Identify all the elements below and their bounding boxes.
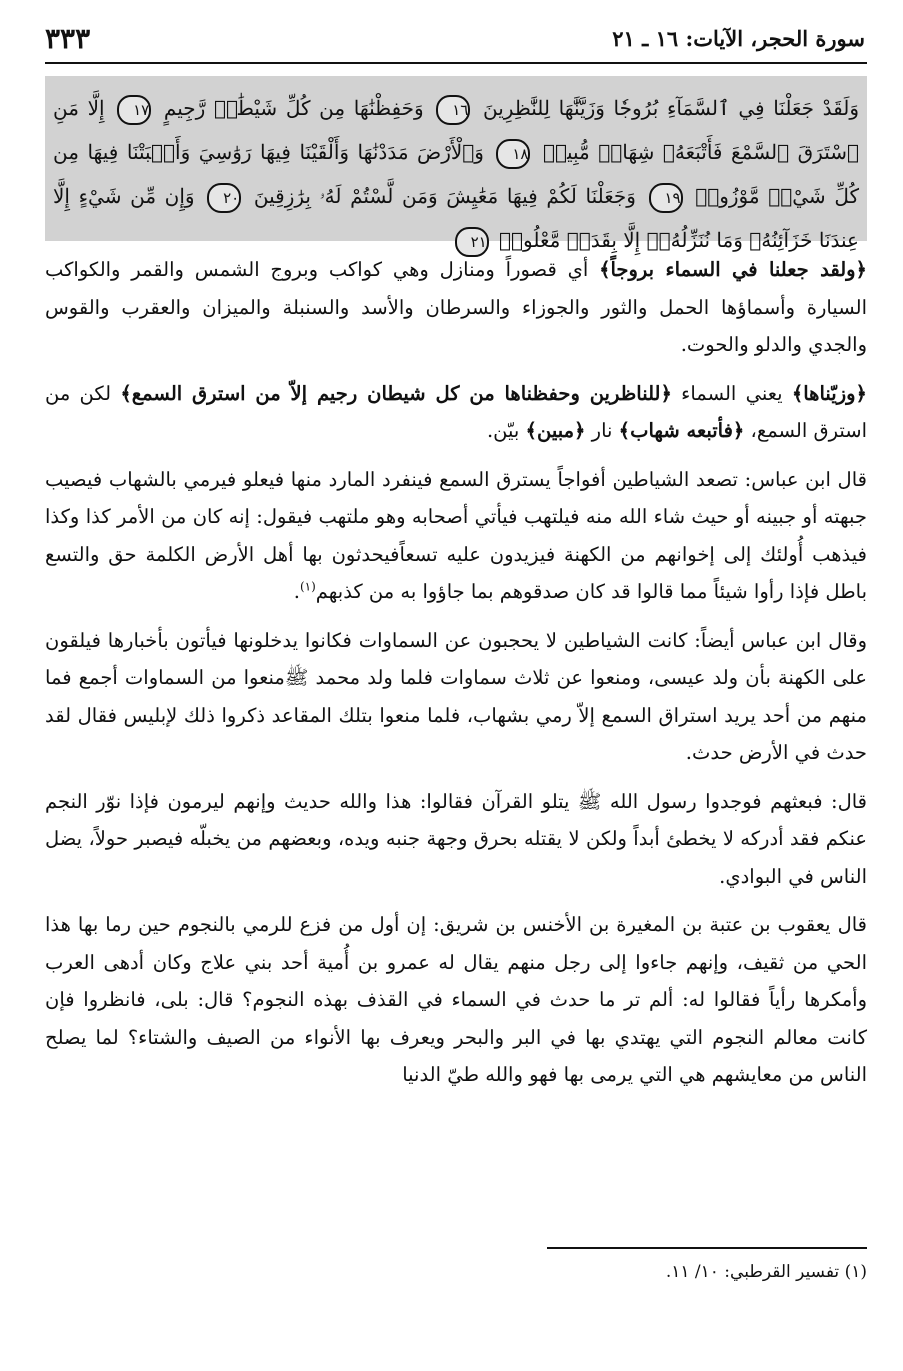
paragraph	[45, 375, 867, 450]
quran-verses-box	[45, 76, 867, 252]
paragraph	[45, 251, 867, 364]
footnote-reference[interactable]: (١)	[299, 579, 316, 594]
quoted-verse: ﴿مبين﴾	[525, 419, 586, 442]
footnote-divider	[547, 1247, 867, 1249]
quoted-verse: ﴿وزيّناها﴾	[791, 381, 867, 405]
ayah-number-mark: ١٨	[496, 139, 530, 169]
paragraph-text: لكن من استرق السمع،	[45, 381, 867, 442]
paragraph-text: أي قصوراً ومنازل وهي كواكب وبروج الشمس والقمر والكواكب السيارة وأسماؤها الحمل والثور والجوزاء والسرطان والأسد والسنبلة والميزان والعقرب والقوس والجدي والدلو والحوت.	[45, 258, 867, 356]
paragraph-text: يعني السماء	[671, 381, 792, 405]
paragraph	[45, 906, 867, 1094]
paragraph-text: .	[293, 580, 300, 603]
ayah-number-mark: ٢١	[455, 227, 489, 257]
ayah-number-mark: ١٧	[117, 95, 151, 125]
paragraph	[45, 622, 867, 772]
page-number: ٣٣٣	[45, 22, 91, 55]
footnote-number: (١)	[844, 1262, 867, 1282]
paragraph-text: نار	[585, 419, 619, 442]
page-header	[45, 22, 867, 64]
ayah-number-mark: ٢٠	[207, 183, 241, 213]
paragraph-text: قال: فبعثهم فوجدوا رسول الله ﷺ يتلو القرآن فقالوا: هذا والله حديث وإنهم ليرمون فإذا نوّر النجم عنكم فقد أدركه لا يخطئ أبداً ولكن لا يقتله بحرق وجهة جنبه ويده، وبعضهم من يخبلّه فيصبر حولاً، يضل الناس في البوادي.	[45, 789, 867, 888]
verse-text: وَٱلْأَرْضَ مَدَدْنَٰهَا وَأَلْقَيْنَا فِيهَا رَوَٰسِيَ وَأَنۢبَتْنَا فِيهَا مِن كُلِّ شَيْءٖ مَّوْزُونٖ	[53, 140, 860, 208]
footnote-text: تفسير القرطبي: ١٠/ ١١.	[665, 1262, 840, 1282]
verse-text: وَحَفِظْنَٰهَا مِن كُلِّ شَيْطَٰنٖ رَّجِيمٍ	[163, 96, 424, 120]
paragraph	[45, 783, 867, 896]
paragraph-text: وقال ابن عباس أيضاً: كانت الشياطين لا يحجبون عن السماوات فكانوا يدخلونها فيأتون بأخبارها فيلقون على الكهنة بأن ولد عيسى، ومنعوا عن ثلاث سماوات فلما ولد محمد ﷺمنعوا من السماوات أجمع فما منهم من أحد يريد استراق السمع إلاّ رمي بشهاب، فلما منعوا بتلك المقاعد ذكروا ذلك لإبليس فقال لقد حدث في الأرض حدث.	[45, 628, 867, 764]
quoted-verse: ﴿فأتبعه شهاب﴾	[618, 419, 745, 442]
ayah-number-mark: ١٩	[649, 183, 683, 213]
quoted-verse: ﴿ولقد جعلنا في السماء بروجاً﴾	[599, 258, 867, 281]
paragraph	[45, 461, 867, 611]
ayah-number-mark: ١٦	[436, 95, 470, 125]
book-page	[45, 22, 867, 1352]
verse-text: وَإِن مِّن شَيْءٍ إِلَّا عِندَنَا خَزَآئِنُهُۥ وَمَا نُنَزِّلُهُۥٓ إِلَّا بِقَدَرٖ مَّعْلُومٖ	[53, 184, 859, 252]
tafsir-body	[45, 251, 867, 1094]
paragraph-text: بيّن.	[486, 419, 526, 442]
verse-text: وَلَقَدْ جَعَلْنَا فِي ٱلسَّمَآءِ بُرُوجٗا وَزَيَّنَّٰهَا لِلنَّٰظِرِينَ	[483, 96, 860, 120]
footnote	[666, 1262, 867, 1282]
verse-text: إِلَّا مَنِ ٱسْتَرَقَ ٱلسَّمْعَ فَأَتْبَعَهُۥ شِهَابٞ مُّبِينٞ	[53, 96, 859, 164]
verse-text: وَجَعَلْنَا لَكُمْ فِيهَا مَعَٰيِشَ وَمَن لَّسْتُمْ لَهُۥ بِرَٰزِقِينَ	[253, 184, 636, 208]
paragraph-text: قال يعقوب بن عتبة بن المغيرة بن الأخنس بن شريق: إن أول من فزع للرمي بالنجوم حين رما بها هذا الحي من ثقيف، وإنهم جاءوا إلى رجل منهم يقال له عمرو بن أُمية أحد بني علاج وكان أدهى العرب وأمكرها رأياً فقالوا له: ألم تر ما حدث في السماء في القذف بهذه النجوم؟ قال: بلى، فانظروا فإن كانت معالم النجوم التي يهتدي بها في البر والبحر ويعرف بها الأنواء من الصيف والشتاء؟ لما يصلح الناس من معايشهم هي التي يرمى بها فهو والله طيّ الدنيا	[45, 913, 867, 1086]
surah-title: سورة الحجر، الآيات: ١٦ ـ ٢١	[612, 26, 865, 51]
quoted-verse: ﴿للناظرين وحفظناها من كل شيطان رجيم إلاّ من استرق السمع﴾	[120, 381, 672, 405]
paragraph-text: قال ابن عباس: تصعد الشياطين أفواجاً يسترق السمع فينفرد المارد منها فيعلو فيرمي بالشهاب فيصيب جبهته أو جبينه أو حيث شاء الله منه فيلتهب فيأتي أصحابه وهو ملتهب فيقول: إنه كان من الأمر كذا وكذا فيذهب أُولئك إلى إخوانهم من الكهنة فيزيدون عليه تسعاًفيحدثون بها أهل الأرض الكلمة حق والتسع باطل فإذا رأوا شيئاً مما قالوا قد كان صدقوهم بما جاؤوا به من كذبهم	[45, 467, 867, 603]
